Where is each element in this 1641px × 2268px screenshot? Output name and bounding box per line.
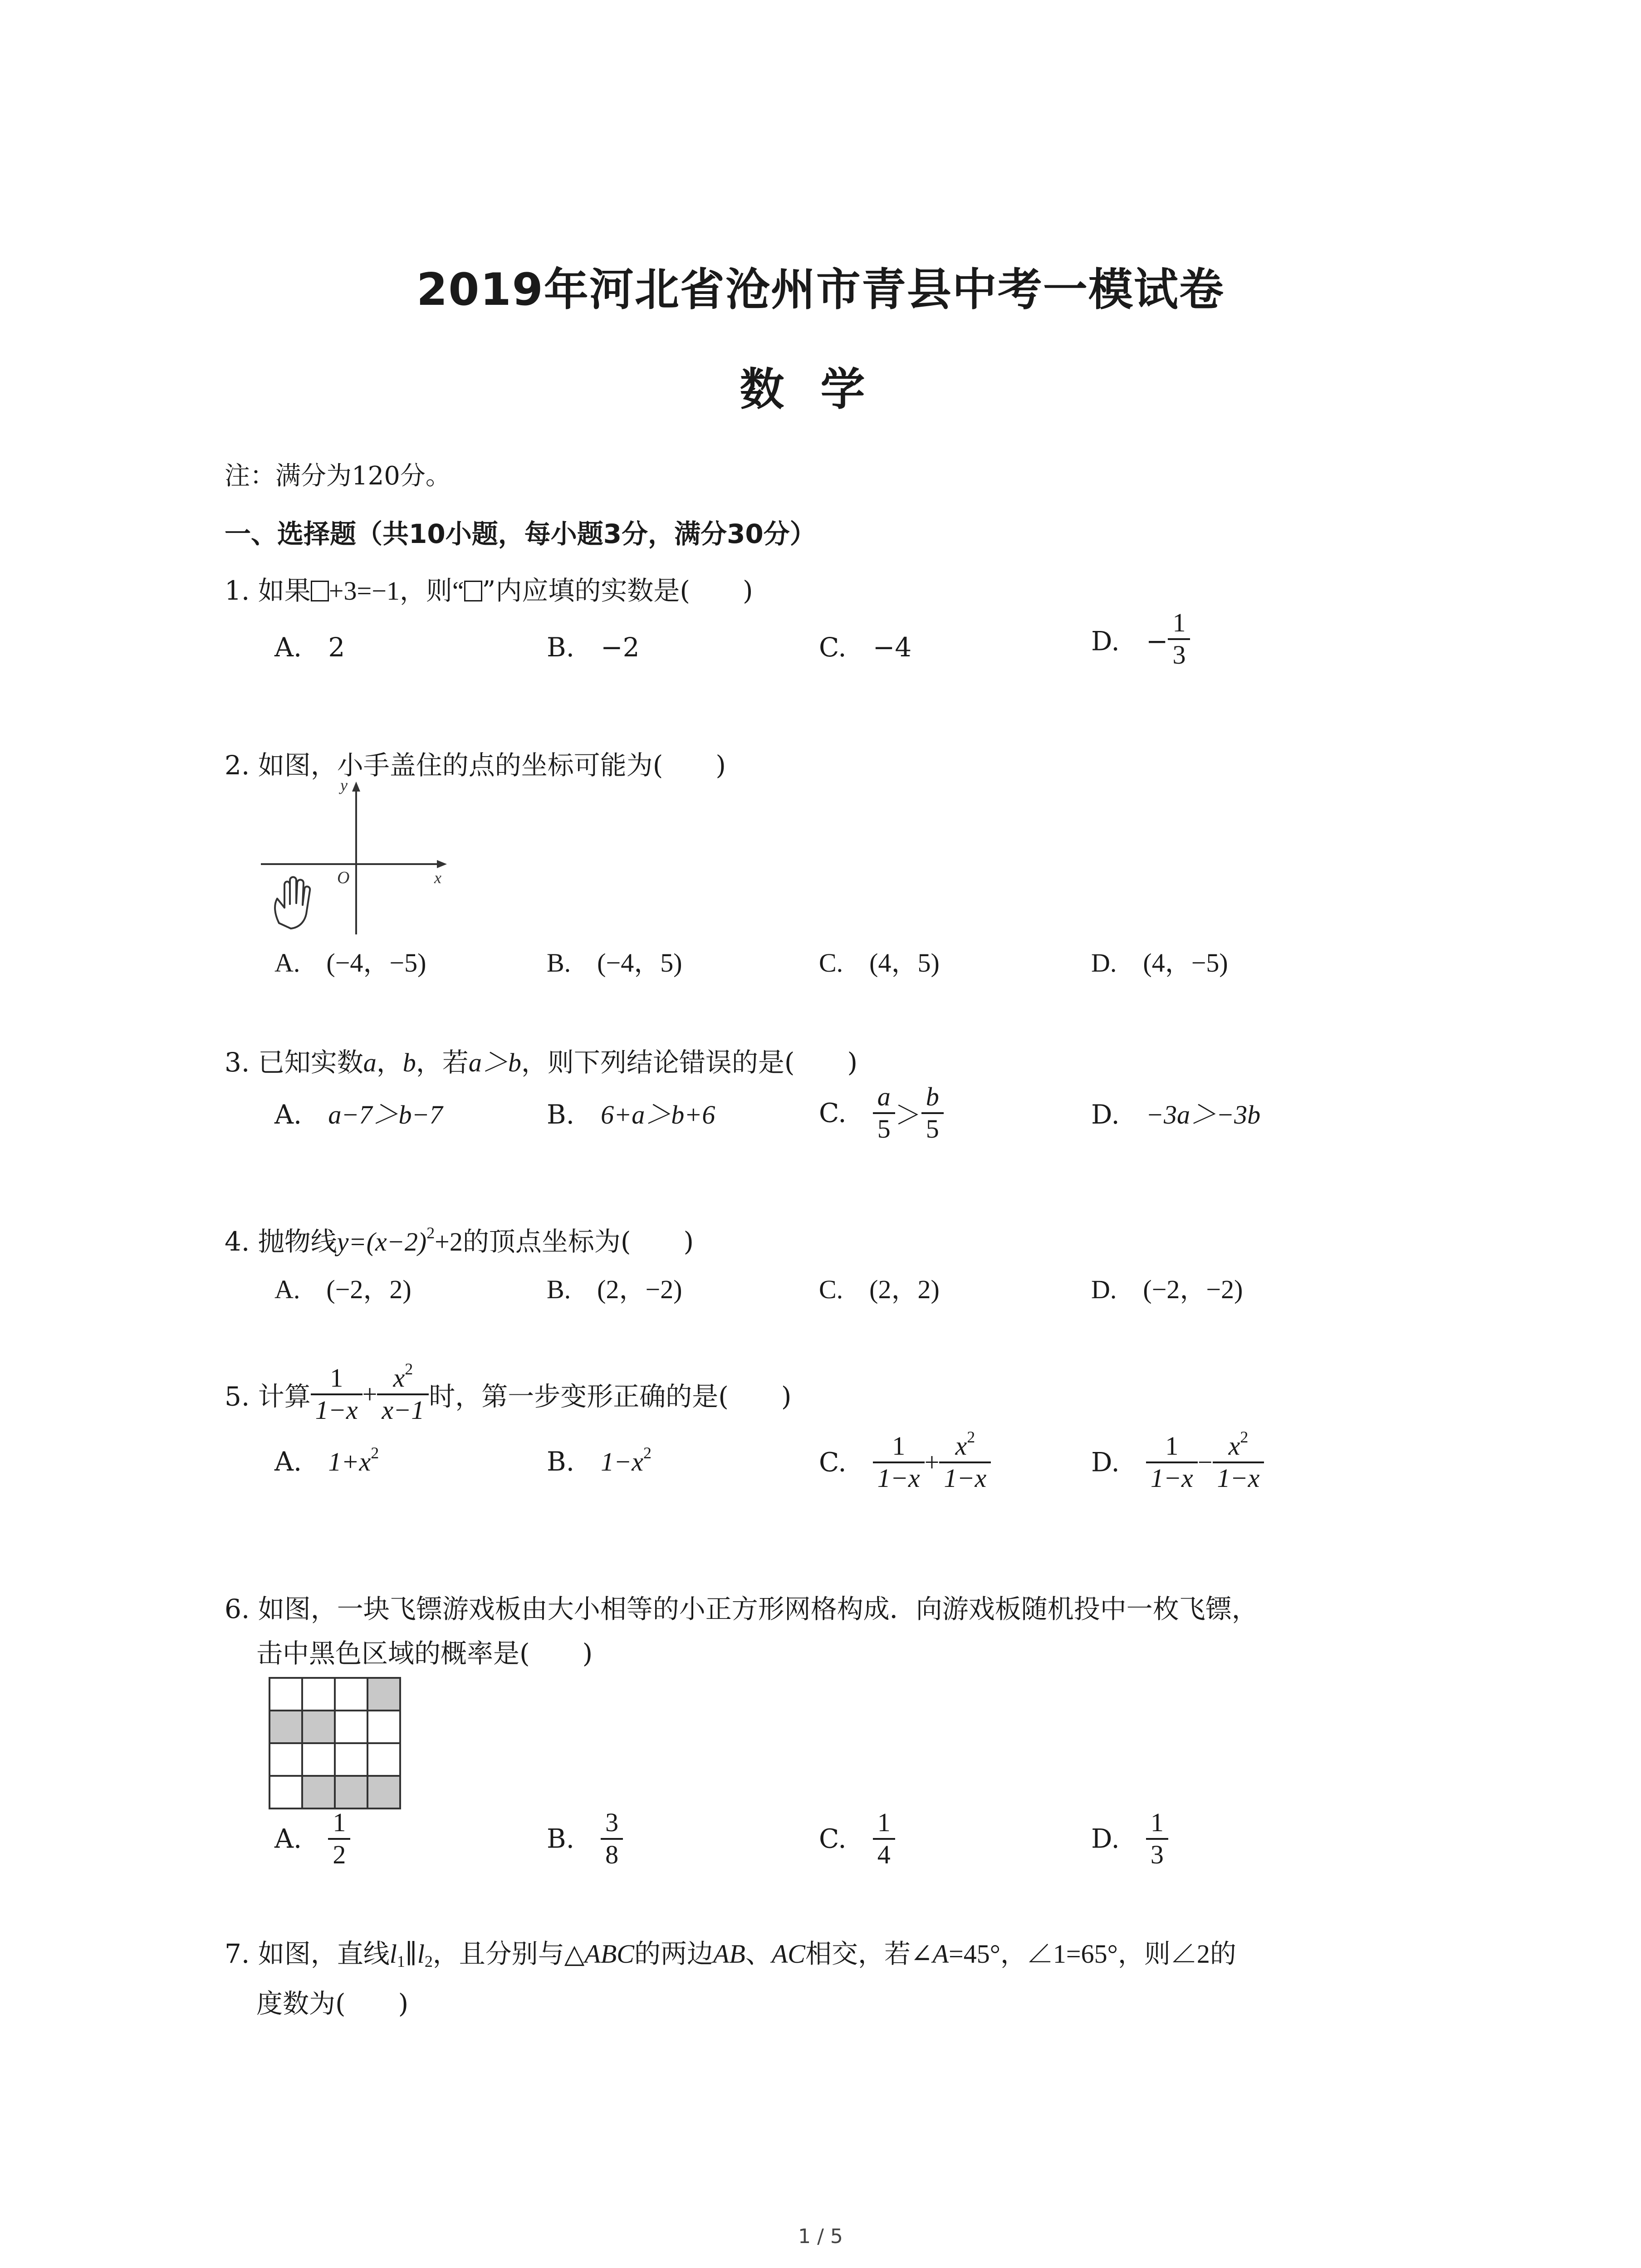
question-2: 2. 如图，小手盖住的点的坐标可能为( ) xyxy=(225,750,726,781)
q7-sub-1: 1 xyxy=(397,1952,405,1970)
q3-text-post: ，则下列结论错误的是( ) xyxy=(521,1047,858,1078)
hand-icon xyxy=(275,877,310,929)
q7-text-mid: ，且分别与△ xyxy=(432,1938,585,1969)
coordinate-axes-figure xyxy=(261,778,460,937)
x-axis-label: x xyxy=(434,869,441,887)
fraction-denominator: 3 xyxy=(1150,1839,1164,1869)
origin-label: O xyxy=(337,868,350,887)
grid-cell xyxy=(367,1743,400,1776)
q5-c-fraction-1 xyxy=(873,1431,925,1493)
grid-cell-shaded xyxy=(302,1711,335,1743)
blank-box-icon xyxy=(311,581,329,601)
page-number: 1 / 5 xyxy=(798,2225,843,2248)
dartboard-grid-figure xyxy=(268,1676,404,1812)
q6-option-b[interactable] xyxy=(547,1808,623,1870)
q7-text-mid2: 的两边 xyxy=(634,1938,713,1969)
q3-a-label: A. xyxy=(274,1099,302,1130)
q5-d-label: D. xyxy=(1091,1447,1120,1478)
question-1 xyxy=(225,569,753,607)
q5-a-expr: 1+x xyxy=(328,1447,371,1476)
q4-option-b[interactable]: B. (2，−2) xyxy=(547,1275,682,1304)
fraction-numerator: x xyxy=(393,1363,405,1393)
q5-exponent: 2 xyxy=(405,1360,413,1378)
fraction-denominator: 3 xyxy=(1172,640,1186,670)
q4-expr: y=(x−2) xyxy=(337,1227,427,1256)
q7-side-ab: AB xyxy=(713,1939,745,1969)
q1-option-d[interactable] xyxy=(1091,608,1190,670)
q3-option-a[interactable] xyxy=(274,1093,443,1131)
blank-box-icon xyxy=(464,581,482,601)
q6-option-d[interactable] xyxy=(1091,1808,1168,1870)
fraction-denominator: 1−x xyxy=(1217,1463,1260,1493)
q1-option-a[interactable]: A. 2 xyxy=(274,632,345,663)
q7-text-tail: =45°，∠1=65°，则∠2的 xyxy=(949,1939,1236,1969)
q5-c-plus: + xyxy=(924,1447,940,1477)
page-title: 2019年河北省沧州市青县中考一模试卷 xyxy=(416,264,1225,316)
q3-b-expr: 6+a＞b+6 xyxy=(601,1100,715,1129)
q3-c-fraction-2 xyxy=(921,1082,944,1144)
grid-cell xyxy=(269,1743,302,1776)
q5-fraction-2 xyxy=(377,1360,429,1425)
q7-line-l2: l xyxy=(417,1939,425,1969)
q7-angle-a: A xyxy=(932,1939,949,1969)
grid-cell xyxy=(302,1743,335,1776)
q4-option-a[interactable]: A. (−2，2) xyxy=(274,1275,411,1304)
grid-cell xyxy=(269,1678,302,1711)
fraction-denominator: 1−x xyxy=(944,1463,987,1493)
q2-option-c[interactable]: C. (4，5) xyxy=(819,948,940,978)
grid-cell-shaded xyxy=(335,1776,367,1809)
q6-d-fraction xyxy=(1146,1808,1168,1870)
q3-sep: ， xyxy=(376,1047,403,1078)
q5-option-d[interactable] xyxy=(1091,1428,1264,1493)
q1-text-pre: 如果 xyxy=(258,575,311,606)
grid-cell xyxy=(269,1776,302,1809)
q3-b-label: B. xyxy=(547,1099,575,1130)
grid-cell xyxy=(335,1743,367,1776)
q5-b-exponent: 2 xyxy=(643,1444,652,1462)
y-axis-label: y xyxy=(340,778,348,794)
fraction-denominator: 5 xyxy=(926,1114,939,1144)
question-5 xyxy=(225,1360,792,1425)
q1-d-label: D. − xyxy=(1091,626,1168,657)
q7-line-l1: l xyxy=(389,1939,397,1969)
fraction-numerator: 1 xyxy=(1168,608,1190,640)
q5-a-label: A. xyxy=(274,1446,302,1477)
fraction-numerator: 3 xyxy=(601,1808,623,1840)
q1-d-fraction xyxy=(1168,608,1190,670)
q3-var-b: b xyxy=(402,1048,416,1077)
q1-number: 1. xyxy=(225,575,250,606)
q4-expr-tail: +2 xyxy=(435,1227,463,1256)
q6-c-fraction xyxy=(873,1808,895,1870)
q3-text-pre: 3. 已知实数 xyxy=(225,1047,363,1078)
q7-sub-2: 2 xyxy=(424,1952,433,1970)
fraction-numerator: 1 xyxy=(873,1808,895,1840)
q3-c-operator: ＞ xyxy=(895,1100,921,1131)
q2-option-b[interactable]: B. (−4，5) xyxy=(547,948,682,978)
q4-text-post: 的顶点坐标为( ) xyxy=(462,1226,694,1257)
fraction-denominator: 1−x xyxy=(877,1463,920,1493)
q2-option-d[interactable]: D. (4，−5) xyxy=(1091,948,1228,978)
x-axis-arrow-icon xyxy=(437,860,447,868)
q7-side-ac: AC xyxy=(771,1939,805,1969)
question-3 xyxy=(225,1041,857,1079)
fraction-numerator: 1 xyxy=(1146,1431,1198,1463)
q6-c-label: C. xyxy=(819,1823,847,1854)
q3-option-b[interactable] xyxy=(547,1093,715,1131)
q5-b-expr: 1−x xyxy=(601,1447,643,1476)
fraction-denominator: x−1 xyxy=(382,1395,425,1425)
question-7-line-2: 度数为( ) xyxy=(256,1988,409,2019)
q5-c-label: C. xyxy=(819,1447,847,1478)
q4-text-pre: 4. 抛物线 xyxy=(225,1226,337,1257)
fraction-denominator: 1−x xyxy=(1150,1463,1193,1493)
q3-option-c[interactable] xyxy=(819,1082,944,1144)
q4-option-c[interactable]: C. (2，2) xyxy=(819,1275,940,1304)
q2-option-a[interactable]: A. (−4，−5) xyxy=(274,948,426,978)
q6-b-label: B. xyxy=(547,1823,575,1854)
q5-text-pre: 5. 计算 xyxy=(225,1381,311,1412)
question-6-line-2: 击中黑色区域的概率是( ) xyxy=(256,1638,593,1669)
q5-option-b[interactable] xyxy=(547,1440,652,1478)
grid-cell-shaded xyxy=(367,1678,400,1711)
q5-text-post: 时，第一步变形正确的是( ) xyxy=(429,1381,792,1412)
q4-option-d[interactable]: D. (−2，−2) xyxy=(1091,1275,1243,1304)
q5-fraction-1 xyxy=(311,1363,362,1425)
q6-a-fraction xyxy=(328,1808,350,1870)
fraction-numerator: 1 xyxy=(873,1431,925,1463)
fraction-denominator: 8 xyxy=(605,1839,619,1869)
q3-c-label: C. xyxy=(819,1097,847,1129)
q5-option-a[interactable] xyxy=(274,1440,379,1478)
grid-cell xyxy=(367,1711,400,1743)
q6-b-fraction xyxy=(601,1808,623,1870)
grid-cell-shaded xyxy=(302,1776,335,1809)
fraction-denominator: 4 xyxy=(877,1839,891,1869)
q5-d-fraction-1 xyxy=(1146,1431,1198,1493)
subject-title: 数学 xyxy=(740,364,901,415)
q1-option-c[interactable]: C. −4 xyxy=(819,632,912,663)
q3-d-label: D. xyxy=(1091,1099,1120,1130)
fraction-numerator: x xyxy=(955,1431,967,1461)
section-heading: 一、选择题（共10小题，每小题3分，满分30分） xyxy=(225,518,816,549)
q7-parallel: ∥ xyxy=(405,1938,417,1969)
question-4 xyxy=(225,1220,694,1258)
q3-var-a: a xyxy=(363,1048,377,1077)
q3-d-expr: −3a＞−3b xyxy=(1146,1100,1261,1129)
question-6-line-1: 6. 如图，一块飞镖游戏板由大小相等的小正方形网格构成．向游戏板随机投中一枚飞镖， xyxy=(225,1593,1258,1624)
fraction-numerator: b xyxy=(921,1082,944,1114)
q5-option-c[interactable] xyxy=(819,1428,991,1493)
q4-exponent: 2 xyxy=(426,1224,435,1242)
q7-text-mid3: 相交，若∠ xyxy=(805,1938,933,1969)
q3-option-d[interactable] xyxy=(1091,1093,1260,1131)
grid-cell xyxy=(335,1678,367,1711)
q7-text-pre: 7. 如图，直线 xyxy=(225,1938,390,1969)
grid-cell xyxy=(302,1678,335,1711)
q3-a-expr: a−7＞b−7 xyxy=(328,1100,443,1129)
fraction-numerator: 1 xyxy=(311,1363,362,1395)
q7-sep: 、 xyxy=(745,1938,772,1969)
q1-text-post: ”内应填的实数是( ) xyxy=(482,575,753,606)
grid-cell-shaded xyxy=(269,1711,302,1743)
q1-option-b[interactable]: B. −2 xyxy=(547,632,640,663)
fraction-numerator: a xyxy=(873,1082,895,1114)
q3-condition: a＞b xyxy=(468,1048,521,1077)
q5-d-fraction-2 xyxy=(1213,1428,1264,1493)
fraction-numerator: 1 xyxy=(1146,1808,1168,1840)
q5-plus: + xyxy=(362,1379,377,1409)
fraction-denominator: 2 xyxy=(333,1839,346,1869)
q5-d-minus: − xyxy=(1197,1447,1213,1477)
fraction-numerator: 1 xyxy=(328,1808,350,1840)
q6-option-a[interactable] xyxy=(274,1808,350,1870)
q5-a-exponent: 2 xyxy=(371,1444,379,1462)
q5-d-exponent: 2 xyxy=(1240,1428,1249,1447)
q6-a-label: A. xyxy=(274,1823,302,1854)
q6-d-label: D. xyxy=(1091,1823,1120,1854)
fraction-denominator: 5 xyxy=(877,1114,891,1144)
q3-text-mid: ，若 xyxy=(416,1047,469,1078)
question-7-line-1 xyxy=(225,1932,1236,1970)
q3-c-fraction-1 xyxy=(873,1082,895,1144)
fraction-numerator: x xyxy=(1228,1431,1240,1461)
y-axis-arrow-icon xyxy=(352,782,360,792)
grid-cell xyxy=(335,1711,367,1743)
q5-b-label: B. xyxy=(547,1446,575,1477)
fraction-denominator: 1−x xyxy=(315,1395,358,1425)
grid-cell-shaded xyxy=(367,1776,400,1809)
q6-option-c[interactable] xyxy=(819,1808,895,1870)
q5-c-fraction-2 xyxy=(939,1428,991,1493)
q7-triangle: ABC xyxy=(584,1939,634,1969)
score-note: 注：满分为120分。 xyxy=(225,461,451,491)
q1-text-mid: +3=−1，则“ xyxy=(328,576,464,606)
q5-c-exponent: 2 xyxy=(967,1428,975,1447)
